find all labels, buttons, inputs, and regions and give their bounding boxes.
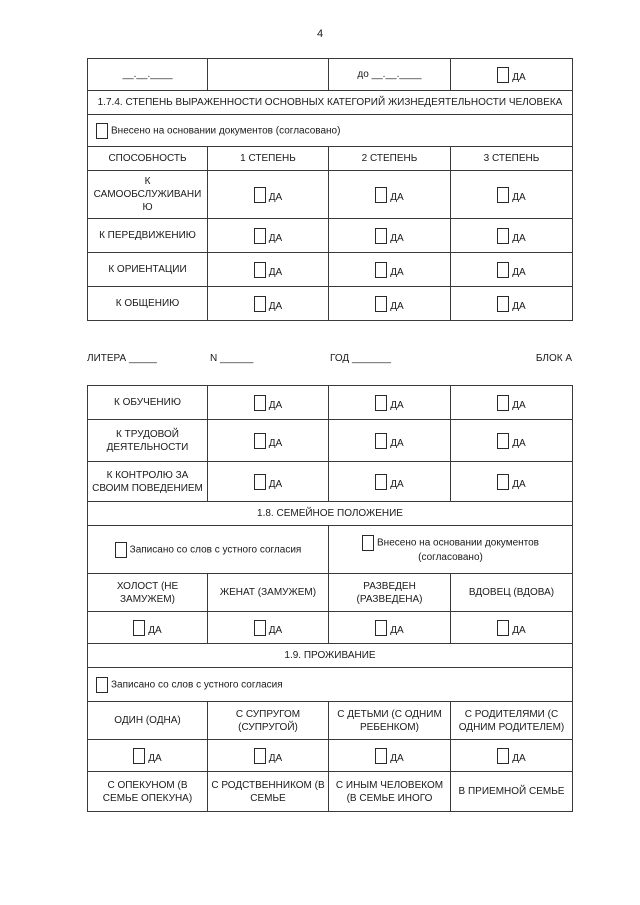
yes-label: ДА <box>268 753 283 764</box>
checkbox[interactable] <box>497 187 509 203</box>
yes-label: ДА <box>390 625 404 636</box>
checkbox[interactable] <box>133 620 145 636</box>
oral-label: Записано со слов с устного согласия <box>129 544 302 556</box>
empty-cell <box>208 59 329 91</box>
yes-label: ДА <box>512 438 526 449</box>
checkbox[interactable] <box>375 296 387 312</box>
housing-option-label-line: РЕБЕНКОМ) <box>360 721 419 733</box>
section-18-title: 1.8. СЕМЕЙНОЕ ПОЛОЖЕНИЕ <box>88 502 573 526</box>
yes-option <box>208 420 329 462</box>
yes-option <box>329 219 451 253</box>
housing-option-label-line: (В СЕМЬЕ ИНОГО <box>346 792 433 804</box>
ability-label-line: ДЕЯТЕЛЬНОСТИ <box>106 441 189 453</box>
number-field[interactable]: N ______ <box>210 353 254 364</box>
family-oral-option <box>88 526 329 574</box>
checkbox[interactable] <box>254 395 266 411</box>
block-header <box>87 353 572 367</box>
year-field[interactable]: ГОД _______ <box>330 353 391 364</box>
yes-option <box>88 740 208 772</box>
yes-option <box>451 219 573 253</box>
yes-option <box>329 462 451 502</box>
ability-label <box>88 287 208 321</box>
ability-label-line: К ОБУЧЕНИЮ <box>114 397 181 408</box>
housing-header-row <box>88 702 573 740</box>
yes-option <box>208 253 329 287</box>
yes-option <box>451 386 573 420</box>
section-174-basis <box>88 115 573 147</box>
yes-option <box>451 253 573 287</box>
checkbox[interactable] <box>497 474 509 490</box>
ability-row <box>88 219 573 253</box>
col-header: 2 СТЕПЕНЬ <box>329 147 451 171</box>
date-to-prefix: до <box>357 69 369 80</box>
housing-option-label-line: С РОДИТЕЛЯМИ (С <box>464 708 559 720</box>
yes-label: ДА <box>268 625 283 636</box>
checkbox[interactable] <box>254 228 266 244</box>
litera-field[interactable]: ЛИТЕРА _____ <box>87 353 157 364</box>
yes-option <box>329 612 451 644</box>
yes-label: ДА <box>268 192 283 203</box>
checkbox[interactable] <box>254 187 266 203</box>
basis-label: Внесено на основании документов (согласовано) <box>111 125 341 137</box>
ability-label-line: К КОНТРОЛЮ ЗА <box>106 469 189 481</box>
disability-table <box>87 58 573 321</box>
family-option-label-line: ХОЛОСТ (НЕ <box>116 580 179 592</box>
section-19-title: 1.9. ПРОЖИВАНИЕ <box>88 644 573 668</box>
date-from-field[interactable]: __.__.____ <box>88 59 208 91</box>
housing-option-label-line: В ПРИЕМНОЙ СЕМЬЕ <box>458 786 565 797</box>
ability-label-line: К ОБЩЕНИЮ <box>115 298 180 309</box>
checkbox[interactable] <box>254 620 266 636</box>
housing-option-label-line: С ДЕТЬМИ (С ОДНИМ <box>337 708 442 720</box>
checkbox[interactable] <box>133 748 145 764</box>
yes-option <box>329 253 451 287</box>
yes-label: ДА <box>512 233 526 244</box>
yes-label: ДА <box>390 438 404 449</box>
page-number: 4 <box>316 28 324 40</box>
checkbox[interactable] <box>375 474 387 490</box>
checkbox[interactable] <box>497 620 509 636</box>
family-basis-option <box>329 526 573 574</box>
basis-checkbox[interactable] <box>362 535 374 551</box>
yes-option <box>208 612 329 644</box>
housing-checkbox-row <box>88 740 573 772</box>
family-option-label <box>451 574 573 612</box>
yes-option <box>451 171 573 219</box>
checkbox[interactable] <box>254 433 266 449</box>
yes-label: ДА <box>512 479 526 490</box>
checkbox[interactable] <box>375 620 387 636</box>
yes-option <box>329 740 451 772</box>
col-header: 1 СТЕПЕНЬ <box>208 147 329 171</box>
ability-label <box>88 219 208 253</box>
yes-label: ДА <box>512 625 526 636</box>
yes-option <box>451 420 573 462</box>
family-option-label <box>329 574 451 612</box>
checkbox[interactable] <box>497 296 509 312</box>
yes-label: ДА <box>512 301 526 312</box>
ability-label-line: Ю <box>142 202 153 213</box>
housing-option-label-line: С СУПРУГОМ <box>235 708 301 720</box>
family-option-label-line: ЖЕНАТ (ЗАМУЖЕМ) <box>219 587 317 598</box>
housing-option-label <box>451 772 573 812</box>
basis-label-line2: (согласовано) <box>418 552 483 563</box>
yes-option <box>329 171 451 219</box>
housing-option-label <box>329 702 451 740</box>
housing-option-label-line: СЕМЬЕ ОПЕКУНА) <box>102 792 193 804</box>
checkbox[interactable] <box>254 474 266 490</box>
ability-row <box>88 287 573 321</box>
housing-oral-option <box>88 668 573 702</box>
checkbox[interactable] <box>375 748 387 764</box>
family-option-label <box>208 574 329 612</box>
family-option-label-line: ЗАМУЖЕМ) <box>120 593 175 605</box>
section-174-title: 1.7.4. СТЕПЕНЬ ВЫРАЖЕННОСТИ ОСНОВНЫХ КАТЕГОРИЙ ЖИЗНЕДЕЯТЕЛЬНОСТИ ЧЕЛОВЕКА <box>88 91 573 115</box>
date-to-value: __.__.____ <box>371 69 422 80</box>
yes-label: ДА <box>268 438 283 449</box>
checkbox[interactable] <box>375 395 387 411</box>
yes-label: ДА <box>148 753 162 764</box>
ability-label <box>88 171 208 219</box>
housing-option-label-line: ОДНИМ РОДИТЕЛЕМ) <box>458 721 565 733</box>
yes-label: ДА <box>512 192 526 203</box>
date-to-field[interactable] <box>329 59 451 91</box>
yes-label: ДА <box>390 753 404 764</box>
yes-label: ДА <box>390 192 404 203</box>
checkbox[interactable] <box>375 228 387 244</box>
family-option-label-line: РАЗВЕДЕН <box>363 580 416 592</box>
yes-option <box>208 171 329 219</box>
yes-label: ДА <box>390 233 404 244</box>
oral-label: Записано со слов с устного согласия <box>111 679 283 691</box>
family-checkbox-row <box>88 612 573 644</box>
basis-checkbox[interactable] <box>96 123 108 139</box>
checkbox[interactable] <box>375 433 387 449</box>
housing-option-label-line: С ИНЫМ ЧЕЛОВЕКОМ <box>335 779 444 791</box>
yes-label: ДА <box>390 479 404 490</box>
yes-option <box>451 462 573 502</box>
yes-option <box>208 740 329 772</box>
yes-option <box>451 740 573 772</box>
housing-option-label-line: СЕМЬЕ <box>250 792 286 804</box>
housing-option-label <box>88 702 208 740</box>
yes-option <box>208 287 329 321</box>
yes-label: ДА <box>512 400 526 411</box>
ability-label <box>88 462 208 502</box>
checkbox[interactable] <box>497 395 509 411</box>
basis-label-line1: Внесено на основании документов <box>377 537 539 549</box>
ability-label-line: САМООБСЛУЖИВАНИ <box>93 189 202 200</box>
ability-row <box>88 253 573 287</box>
yes-label: ДА <box>268 400 283 411</box>
housing-option-label <box>208 702 329 740</box>
housing-option-label-line: С РОДСТВЕННИКОМ (В <box>211 779 325 791</box>
housing-option-label <box>451 702 573 740</box>
ability-label <box>88 386 208 420</box>
yes-option <box>208 219 329 253</box>
yes-option <box>451 612 573 644</box>
family-option-label-line: (РАЗВЕДЕНА) <box>356 593 423 605</box>
oral-checkbox[interactable] <box>96 677 108 693</box>
checkbox[interactable] <box>497 433 509 449</box>
housing-option-label <box>208 772 329 812</box>
yes-option <box>88 612 208 644</box>
housing-option-label-line: ОДИН (ОДНА) <box>114 715 181 726</box>
housing-option-label-line: С ОПЕКУНОМ (В <box>107 779 188 791</box>
yes-option <box>329 386 451 420</box>
oral-checkbox[interactable] <box>115 542 127 558</box>
checkbox[interactable] <box>375 187 387 203</box>
ability-label <box>88 420 208 462</box>
ability-row <box>88 386 573 420</box>
yes-label: ДА <box>268 233 283 244</box>
ability-label-line: СВОИМ ПОВЕДЕНИЕМ <box>92 482 203 494</box>
housing-option-label <box>88 772 208 812</box>
yes-option <box>208 462 329 502</box>
yes-label: ДА <box>268 479 283 490</box>
yes-label: ДА <box>512 72 526 83</box>
yes-label: ДА <box>390 267 404 278</box>
checkbox[interactable] <box>497 262 509 278</box>
ability-label-line: К ОРИЕНТАЦИИ <box>108 264 187 275</box>
ability-label <box>88 253 208 287</box>
ability-label-line: К ТРУДОВОЙ <box>116 428 179 440</box>
header-row <box>88 147 573 171</box>
ability-row <box>88 462 573 502</box>
ability-row <box>88 420 573 462</box>
checkbox[interactable] <box>497 67 509 83</box>
checkbox[interactable] <box>375 262 387 278</box>
family-option-label-line: ВДОВЕЦ (ВДОВА) <box>468 587 555 598</box>
checkbox[interactable] <box>254 262 266 278</box>
yes-label: ДА <box>512 753 526 764</box>
housing-option-label-line: (СУПРУГОЙ) <box>238 721 298 733</box>
ability-label-line: К <box>144 176 151 187</box>
ability-label-line: К ПЕРЕДВИЖЕНИЮ <box>99 230 196 241</box>
family-housing-table <box>87 385 573 812</box>
yes-label: ДА <box>148 625 162 636</box>
checkbox[interactable] <box>254 748 266 764</box>
yes-label: ДА <box>268 267 283 278</box>
housing-option-label <box>329 772 451 812</box>
family-option-label <box>88 574 208 612</box>
col-header: 3 СТЕПЕНЬ <box>451 147 573 171</box>
yes-option <box>451 287 573 321</box>
yes-option <box>329 420 451 462</box>
col-header: СПОСОБНОСТЬ <box>88 147 208 171</box>
checkbox[interactable] <box>497 228 509 244</box>
block-label: БЛОК А <box>535 353 572 364</box>
housing-header-row-2 <box>88 772 573 812</box>
yes-option <box>208 386 329 420</box>
yes-option <box>329 287 451 321</box>
top-yes-option <box>451 59 573 91</box>
family-header-row <box>88 574 573 612</box>
checkbox[interactable] <box>254 296 266 312</box>
yes-label: ДА <box>390 301 404 312</box>
yes-label: ДА <box>390 400 404 411</box>
ability-row <box>88 171 573 219</box>
yes-label: ДА <box>268 301 283 312</box>
yes-label: ДА <box>512 267 526 278</box>
checkbox[interactable] <box>497 748 509 764</box>
